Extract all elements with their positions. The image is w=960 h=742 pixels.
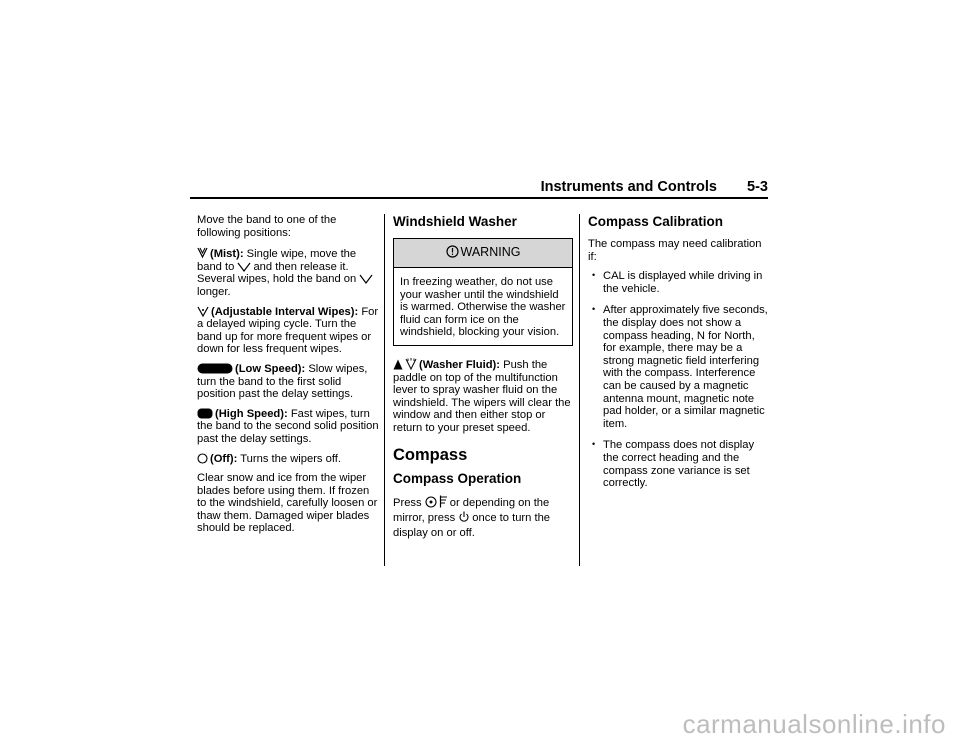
low-text: Slow wipes, turn the band to the first solid position past the delay settings. — [197, 362, 368, 401]
mist-text-c: longer. — [197, 285, 231, 298]
watermark-text: carmanualsonline.info — [682, 709, 946, 739]
power-icon — [458, 511, 470, 523]
column-divider-1 — [384, 214, 385, 566]
wiper-interval-icon — [197, 306, 209, 317]
wiper-low-speed-icon — [197, 363, 233, 374]
section-title: Instruments and Controls — [540, 179, 717, 195]
interval-label: (Adjustable Interval Wipes): — [211, 305, 359, 318]
wiper-off-icon — [197, 453, 208, 464]
warning-title: WARNING — [460, 245, 521, 259]
calibration-intro: The compass may need calibration if: — [588, 238, 762, 263]
off-text: Turns the wipers off. — [240, 452, 341, 465]
high-text: Fast wipes, turn the band to the second solid position past the delay settings. — [197, 407, 379, 445]
compass-operation-paragraph — [393, 495, 573, 541]
wiper-single-icon — [237, 262, 251, 272]
column-2 — [393, 214, 573, 548]
interval-text: For a delayed wiping cycle. Turn the band up for more frequent wipes or down for less frequent wipes. — [197, 305, 379, 356]
header-rule — [190, 197, 768, 199]
warning-icon — [446, 245, 459, 258]
wiper-mist-icon — [197, 246, 208, 259]
mist-paragraph — [197, 246, 379, 298]
page-number: 5-3 — [747, 179, 768, 195]
off-paragraph — [197, 453, 379, 466]
page-header — [190, 178, 768, 198]
low-label: (Low Speed): — [235, 362, 306, 375]
warning-header — [394, 239, 572, 268]
interval-paragraph — [197, 306, 379, 356]
high-paragraph — [197, 408, 379, 446]
column-divider-2 — [579, 214, 580, 566]
washer-fluid-paragraph — [393, 358, 573, 435]
mist-text-a: Single wipe, move the band to — [197, 248, 357, 273]
washer-heading: Windshield Washer — [393, 214, 517, 229]
intro-text: Move the band to one of the following positions: — [197, 214, 337, 239]
low-paragraph — [197, 363, 379, 401]
washer-triangle-icon — [393, 359, 403, 370]
high-label: (High Speed): — [215, 407, 288, 420]
list-item: • After approximately five seconds, the display does not show a compass heading, N for North, for example, there may be a strong magnetic field interfering with the compass. Interference can be caused by a magnetic antenna mount, magnetic note pad holder, or a similar magnetic item. — [588, 304, 770, 430]
column-3 — [588, 214, 770, 499]
wiper-high-speed-icon — [197, 408, 213, 419]
wiper-single-icon — [359, 274, 373, 284]
warning-box — [393, 238, 573, 346]
op-text-b: or depending on the mirror, press — [393, 496, 550, 524]
washer-fluid-label: (Washer Fluid): — [419, 358, 500, 371]
op-text-a: Press — [393, 496, 422, 509]
compass-operation-heading: Compass Operation — [393, 470, 522, 486]
op-text-c: once to turn the display on or off. — [393, 511, 551, 539]
washer-fluid-icon — [405, 358, 417, 370]
washer-fluid-text: Push the paddle on top of the multifunction lever to spray washer fluid on the windshield. The wipers will clear the window and then either stop or return to your preset speed. — [393, 358, 571, 434]
warning-text: In freezing weather, do not use your washer until the windshield is warmed. Otherwise the washer fluid can form ice on the windshield, blocking your vision. — [400, 276, 566, 339]
compass-button-icon — [425, 496, 437, 508]
list-item: • CAL is displayed while driving in the vehicle. — [588, 270, 770, 295]
mist-text-b: and then release it. Several wipes, hold the band on — [197, 260, 357, 286]
calibration-list — [588, 270, 770, 490]
mist-label: (Mist): — [210, 248, 244, 261]
compass-settings-icon — [439, 495, 448, 508]
column-1 — [197, 214, 379, 542]
list-item: • The compass does not display the correct heading and the compass zone variance is set correctly. — [588, 439, 770, 489]
clear-snow-paragraph: Clear snow and ice from the wiper blades before using them. If frozen to the windshield, carefully loosen or thaw them. Damaged wiper blades should be replaced. — [197, 472, 378, 535]
calibration-heading: Compass Calibration — [588, 214, 724, 229]
off-label: (Off): — [210, 452, 238, 465]
compass-heading: Compass — [393, 445, 468, 464]
